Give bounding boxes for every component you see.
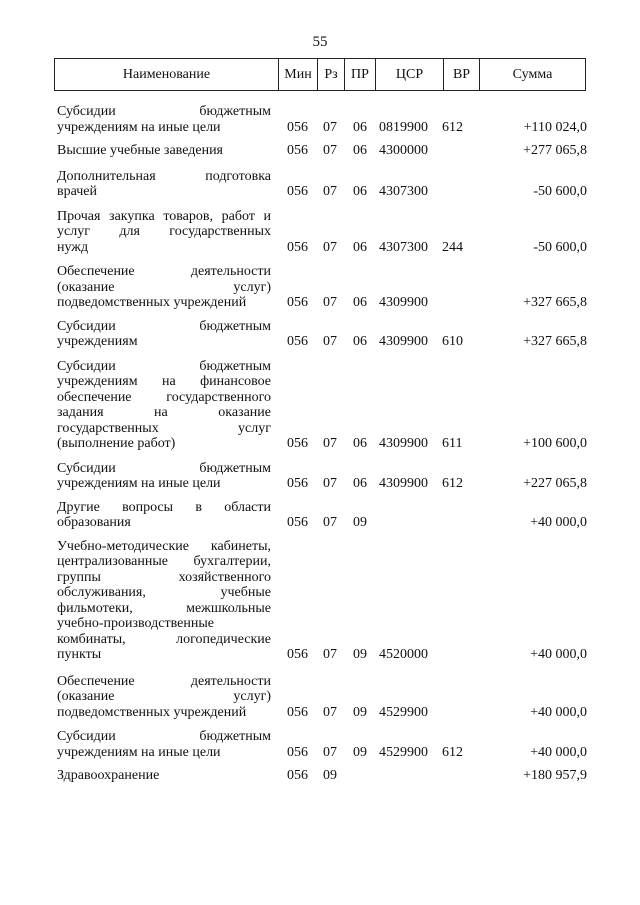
row-name-line: Субсидии бюджетным <box>57 318 271 334</box>
cell-csr: 4529900 <box>379 704 428 720</box>
row-name-line: (выполнение работ) <box>57 436 176 451</box>
row-name-line: государственных услуг <box>57 420 271 436</box>
cell-rz: 07 <box>323 515 337 530</box>
cell-csr: 4307300 <box>379 239 428 255</box>
row-name-line: группы хозяйственного <box>57 569 271 585</box>
table-row <box>57 674 587 721</box>
cell-pr: 09 <box>353 744 367 760</box>
cell-sum: +327 665,8 <box>523 334 587 349</box>
cell-rz: 07 <box>323 647 337 662</box>
cell-csr: 4309900 <box>379 334 428 349</box>
cell-rz: 07 <box>323 184 337 199</box>
header-pr: ПР <box>344 59 375 90</box>
row-name-line: обслуживания, учебные <box>57 585 271 600</box>
table-row <box>57 104 587 135</box>
table-row <box>57 500 587 531</box>
cell-sum: -50 600,0 <box>533 239 587 255</box>
cell-pr: 09 <box>353 647 367 662</box>
cell-min: 056 <box>287 119 308 135</box>
row-name-line: подведомственных учреждений <box>57 704 247 720</box>
cell-min: 056 <box>287 647 308 662</box>
row-name-line: Учебно-методические кабинеты, <box>57 538 271 554</box>
row-name-line: (оказание услуг) <box>57 689 271 704</box>
row-name <box>57 768 271 784</box>
row-name-line: подведомственных учреждений <box>57 295 247 310</box>
cell-min: 056 <box>287 184 308 199</box>
cell-min: 056 <box>287 436 308 451</box>
cell-pr: 06 <box>353 436 367 451</box>
row-name <box>57 209 271 256</box>
cell-sum: +40 000,0 <box>530 704 587 720</box>
cell-rz: 07 <box>323 704 337 720</box>
cell-rz: 07 <box>323 143 337 158</box>
row-name-line: учреждениям на иные цели <box>57 744 221 760</box>
cell-min: 056 <box>287 239 308 255</box>
row-name-line: образования <box>57 515 131 530</box>
row-name-line: Здравоохранение <box>57 768 160 783</box>
cell-sum: +227 065,8 <box>523 476 587 491</box>
cell-rz: 07 <box>323 239 337 255</box>
row-name <box>57 500 271 531</box>
cell-csr: 4309900 <box>379 295 428 310</box>
row-name <box>57 674 271 721</box>
row-name-line: фильмотеки, межшкольные <box>57 600 271 616</box>
cell-csr: 4309900 <box>379 436 428 451</box>
row-name-line: учреждениям на финансовое <box>57 374 271 389</box>
cell-min: 056 <box>287 768 308 783</box>
table-row <box>57 143 587 159</box>
cell-pr: 06 <box>353 184 367 199</box>
cell-vr: 612 <box>442 119 463 135</box>
table-row <box>57 209 587 256</box>
cell-sum: +110 024,0 <box>523 119 587 135</box>
table-header <box>54 58 586 91</box>
row-name-line: нужд <box>57 239 89 255</box>
row-name <box>57 539 271 663</box>
row-name <box>57 143 271 159</box>
cell-sum: +327 665,8 <box>523 295 587 310</box>
cell-sum: -50 600,0 <box>533 184 587 199</box>
row-name <box>57 264 271 311</box>
cell-rz: 07 <box>323 744 337 760</box>
cell-csr: 4300000 <box>379 143 428 158</box>
header-min: Мин <box>278 59 317 90</box>
cell-rz: 09 <box>323 768 337 783</box>
row-name <box>57 729 271 760</box>
cell-sum: +40 000,0 <box>530 515 587 530</box>
cell-pr: 06 <box>353 334 367 349</box>
header-csr: ЦСР <box>375 59 443 90</box>
cell-pr: 06 <box>353 119 367 135</box>
cell-min: 056 <box>287 704 308 720</box>
table-row <box>57 264 587 311</box>
cell-min: 056 <box>287 515 308 530</box>
cell-csr: 4520000 <box>379 647 428 662</box>
table-row <box>57 768 587 784</box>
row-name-line: комбинаты, логопедические <box>57 631 271 647</box>
row-name-line: Прочая закупка товаров, работ и <box>57 208 271 224</box>
cell-vr: 610 <box>442 334 463 349</box>
cell-sum: +40 000,0 <box>530 647 587 662</box>
header-vr: ВР <box>443 59 479 90</box>
cell-min: 056 <box>287 143 308 158</box>
table-body <box>57 96 587 784</box>
row-name-line: Обеспечение деятельности <box>57 264 271 279</box>
row-name-line: учебно-производственные <box>57 616 214 631</box>
table-row <box>57 729 587 760</box>
cell-csr: 0819900 <box>379 119 428 135</box>
cell-pr: 06 <box>353 239 367 255</box>
cell-csr: 4529900 <box>379 744 428 760</box>
cell-rz: 07 <box>323 476 337 491</box>
row-name-line: Обеспечение деятельности <box>57 673 271 689</box>
table-row <box>57 359 587 452</box>
table-row <box>57 461 587 492</box>
page-number: 55 <box>312 34 328 50</box>
table-row <box>57 539 587 663</box>
row-name <box>57 359 271 452</box>
cell-csr: 4307300 <box>379 184 428 199</box>
row-name-line: учреждениям на иные цели <box>57 119 221 135</box>
row-name-line: обеспечение государственного <box>57 389 271 405</box>
row-name-line: Субсидии бюджетным <box>57 729 271 744</box>
row-name-line: централизованные бухгалтерии, <box>57 554 271 569</box>
row-name-line: Высшие учебные заведения <box>57 143 223 158</box>
row-name-line: учреждениям на иные цели <box>57 476 221 491</box>
cell-pr: 06 <box>353 295 367 310</box>
cell-pr: 09 <box>353 704 367 720</box>
cell-sum: +40 000,0 <box>530 744 587 760</box>
header-rz: Рз <box>317 59 344 90</box>
row-name-line: врачей <box>57 184 98 199</box>
cell-pr: 09 <box>353 515 367 530</box>
row-name-line: услуг для государственных <box>57 224 271 239</box>
cell-min: 056 <box>287 334 308 349</box>
row-name-line: Субсидии бюджетным <box>57 460 271 476</box>
row-name-line: Субсидии бюджетным <box>57 104 271 119</box>
row-name-line: задания на оказание <box>57 405 271 420</box>
row-name-line: пункты <box>57 647 102 662</box>
row-name <box>57 319 271 350</box>
cell-min: 056 <box>287 295 308 310</box>
cell-rz: 07 <box>323 119 337 135</box>
cell-csr: 4309900 <box>379 476 428 491</box>
table-row <box>57 169 587 200</box>
cell-sum: +277 065,8 <box>523 143 587 158</box>
cell-rz: 07 <box>323 334 337 349</box>
row-name-line: (оказание услуг) <box>57 279 271 295</box>
row-name <box>57 104 271 135</box>
row-name-line: Другие вопросы в области <box>57 499 271 515</box>
row-name-line: Субсидии бюджетным <box>57 358 271 374</box>
cell-min: 056 <box>287 476 308 491</box>
row-name <box>57 169 271 200</box>
cell-rz: 07 <box>323 436 337 451</box>
cell-vr: 612 <box>442 476 463 491</box>
cell-vr: 611 <box>442 436 463 451</box>
cell-min: 056 <box>287 744 308 760</box>
header-sum: Сумма <box>479 59 585 90</box>
cell-pr: 06 <box>353 143 367 158</box>
header-name: Наименование <box>122 66 211 82</box>
row-name <box>57 461 271 492</box>
cell-pr: 06 <box>353 476 367 491</box>
row-name-line: учреждениям <box>57 334 138 349</box>
cell-sum: +180 957,9 <box>523 768 587 783</box>
cell-vr: 612 <box>442 744 463 760</box>
cell-vr: 244 <box>442 239 463 255</box>
cell-sum: +100 600,0 <box>523 436 587 451</box>
row-name-line: Дополнительная подготовка <box>57 168 271 184</box>
table-row <box>57 319 587 350</box>
cell-rz: 07 <box>323 295 337 310</box>
